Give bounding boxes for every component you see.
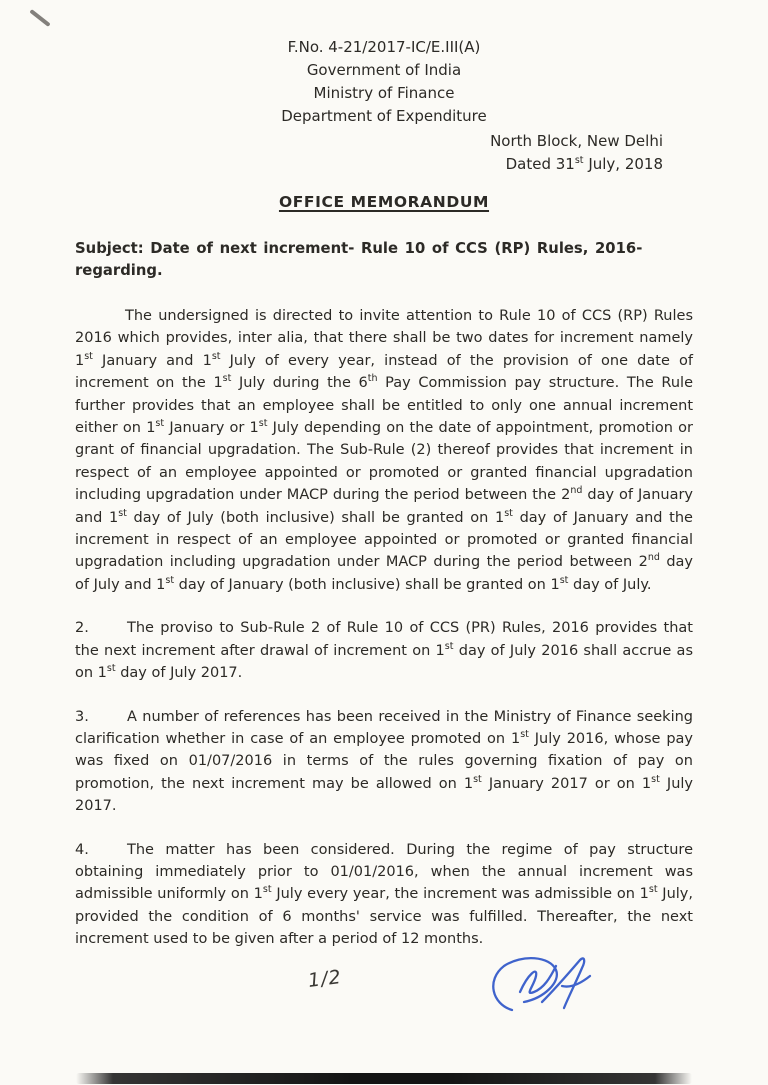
body-paragraph-4 xyxy=(75,839,693,951)
paragraph-text: The matter has been considered. During the regime of pay structure obtaining immediately prior to 01/01/2016, when the annual increment was admissible uniformly on 1st July every year, the increment was admissible on 1st July, provided the condition of 6 months' service was fulfilled. Thereafter, the next increment used to be given after a period of 12 months. xyxy=(75,841,693,948)
org-line-ministry: Ministry of Finance xyxy=(313,84,455,102)
memo-title-text: OFFICE MEMORANDUM xyxy=(278,193,490,211)
paragraph-number: 4. xyxy=(75,841,89,858)
scan-artifact-bottom-edge xyxy=(76,1073,692,1084)
paragraph-number: 2. xyxy=(75,620,89,637)
handwritten-page-number: 1/2 xyxy=(306,966,343,992)
org-line-government: Government of India xyxy=(306,61,462,79)
signature-ink-icon xyxy=(478,952,608,1030)
memo-title xyxy=(75,193,693,211)
paragraph-text: The proviso to Sub-Rule 2 of Rule 10 of CCS (PR) Rules, 2016 provides that the next increment after drawal of increment on 1st day of July 2016 shall accrue as on 1st day of July 2017. xyxy=(75,620,693,682)
date-line: Dated 31st July, 2018 xyxy=(505,155,663,173)
paragraph-text: A number of references has been received in the Ministry of Finance seeking clarification whether in case of an employee promoted on 1st July 2016, whose pay was fixed on 01/07/2016 in terms of the rules governing fixation of pay on promotion, the next increment may be allowed on 1st January 2017 or on 1st July 2017. xyxy=(75,708,694,815)
paragraph-text: The undersigned is directed to invite attention to Rule 10 of CCS (RP) Rules 2016 which provides, inter alia, that there shall be two dates for increment namely 1st January and 1st July of every year, instead of the provision of one date of increment on the 1st July during the 6th Pay Commission pay structure. The Rule further provides that an employee shall be entitled to only one annual increment either on 1st January or 1st July depending on the date of appointment, promotion or grant of financial upgradation. The Sub-Rule (2) thereof provides that increment in respect of an employee appointed or promoted or granted financial upgradation including upgradation under MACP during the period between the 2nd day of January and 1st day of July (both inclusive) shall be granted on 1st day of January and the increment in respect of an employee appointed or promoted or granted financial upgradation including upgradation under MACP during the period between 2nd day of July and 1st day of January (both inclusive) shall be granted on 1st day of July. xyxy=(75,308,694,593)
file-number: F.No. 4-21/2017-IC/E.III(A) xyxy=(287,38,481,56)
place-line: North Block, New Delhi xyxy=(490,132,663,150)
org-line-department: Department of Expenditure xyxy=(281,107,487,125)
place-date-block xyxy=(75,130,693,176)
letterhead xyxy=(75,36,693,128)
body-paragraph-1 xyxy=(75,305,693,596)
body-paragraph-2 xyxy=(75,617,693,684)
signature-scribble xyxy=(478,952,608,1034)
subject-line: Subject: Date of next increment- Rule 10 of CCS (RP) Rules, 2016- regarding. xyxy=(75,240,643,279)
body-paragraph-3 xyxy=(75,706,693,818)
paragraph-number: 3. xyxy=(75,708,89,725)
